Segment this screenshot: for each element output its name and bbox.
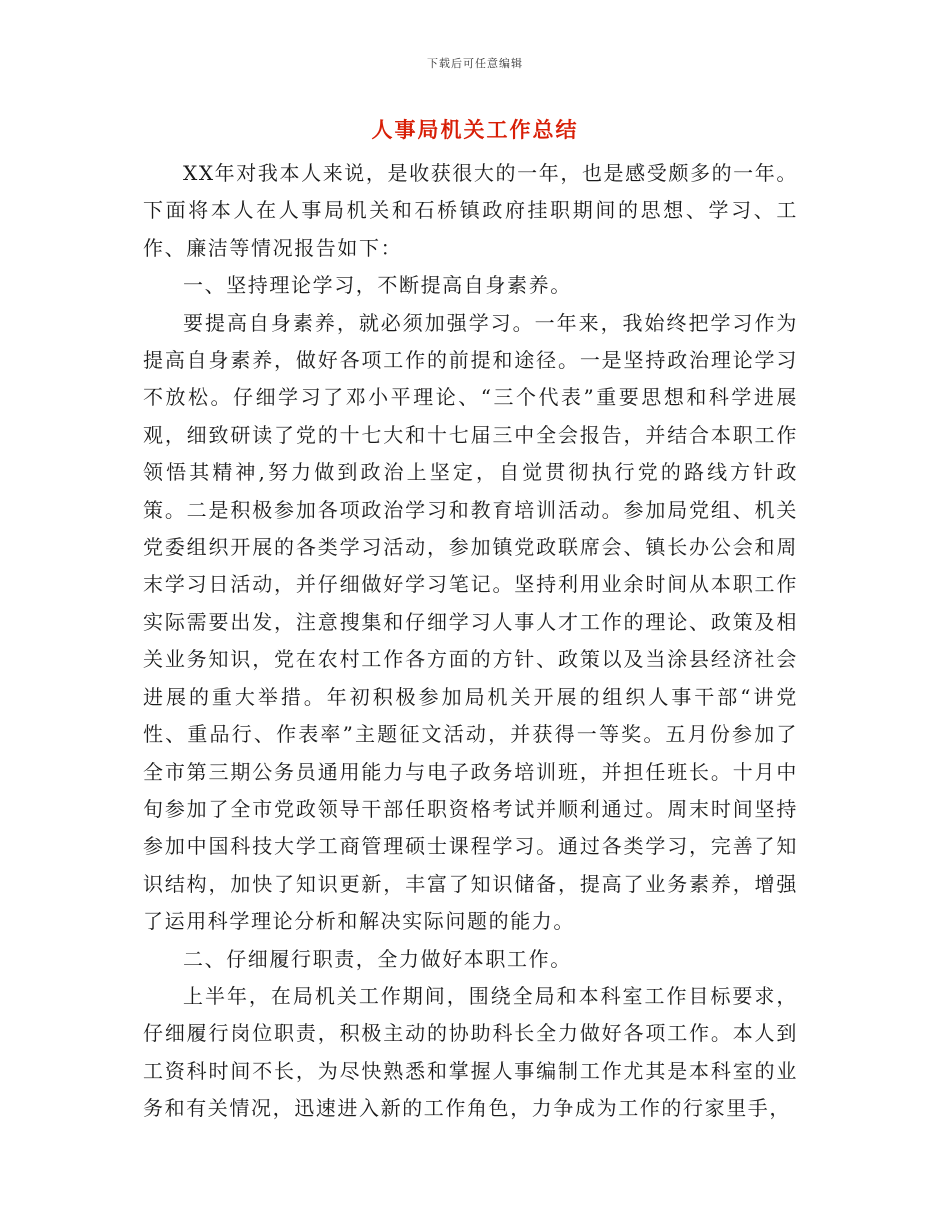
paragraph-study: 要提高自身素养，就必须加强学习。一年来，我始终把学习作为提高自身素养，做好各项工作的前提和途径。一是坚持政治理论学习不放松。仔细学习了邓小平理论、“三个代表”重要思想和科学进展观，细致研读了党的十七大和十七届三中全会报告，并结合本职工作领悟其精神,努力做到政治上坚定，自觉贯彻执行党的路线方针政策。二是积极参加各项政治学习和教育培训活动。参加局党组、机关党委组织开展的各类学习活动，参加镇党政联席会、镇长办公会和周末学习日活动，并仔细做好学习笔记。坚持利用业余时间从本职工作实际需要出发，注意搜集和仔细学习人事人才工作的理论、政策及相关业务知识，党在农村工作各方面的方针、政策以及当涂县经济社会进展的重大举措。年初积极参加局机关开展的组织人事干部“讲党性、重品行、作表率”主题征文活动，并获得一等奖。五月份参加了全市第三期公务员通用能力与电子政务培训班，并担任班长。十月中旬参加了全市党政领导干部任职资格考试并顺利通过。周末时间坚持参加中国科技大学工商管理硕士课程学习。通过各类学习，完善了知识结构，加快了知识更新，丰富了知识储备，提高了业务素养，增强了运用科学理论分析和解决实际问题的能力。 — [143, 310, 798, 934]
section-heading-2: 二、仔细履行职责，全力做好本职工作。 — [183, 946, 572, 971]
header-note: 下载后可任意编辑 — [427, 57, 523, 70]
paragraph-duties: 上半年，在局机关工作期间，围绕全局和本科室工作目标要求，仔细履行岗位职责，积极主动的协助科长全力做好各项工作。本人到工资科时间不长，为尽快熟悉和掌握人事编制工作尤其是本科室的业务和有关情况，迅速进入新的工作角色，力争成为工作的行家里手， — [143, 983, 798, 1121]
section-heading-1: 一、坚持理论学习，不断提高自身素养。 — [183, 273, 572, 298]
document-title: 人事局机关工作总结 — [371, 117, 579, 142]
paragraph-intro: XX年对我本人来说，是收获很大的一年，也是感受颇多的一年。下面将本人在人事局机关和石桥镇政府挂职期间的思想、学习、工作、廉洁等情况报告如下： — [143, 161, 798, 260]
document-body — [143, 155, 798, 1128]
